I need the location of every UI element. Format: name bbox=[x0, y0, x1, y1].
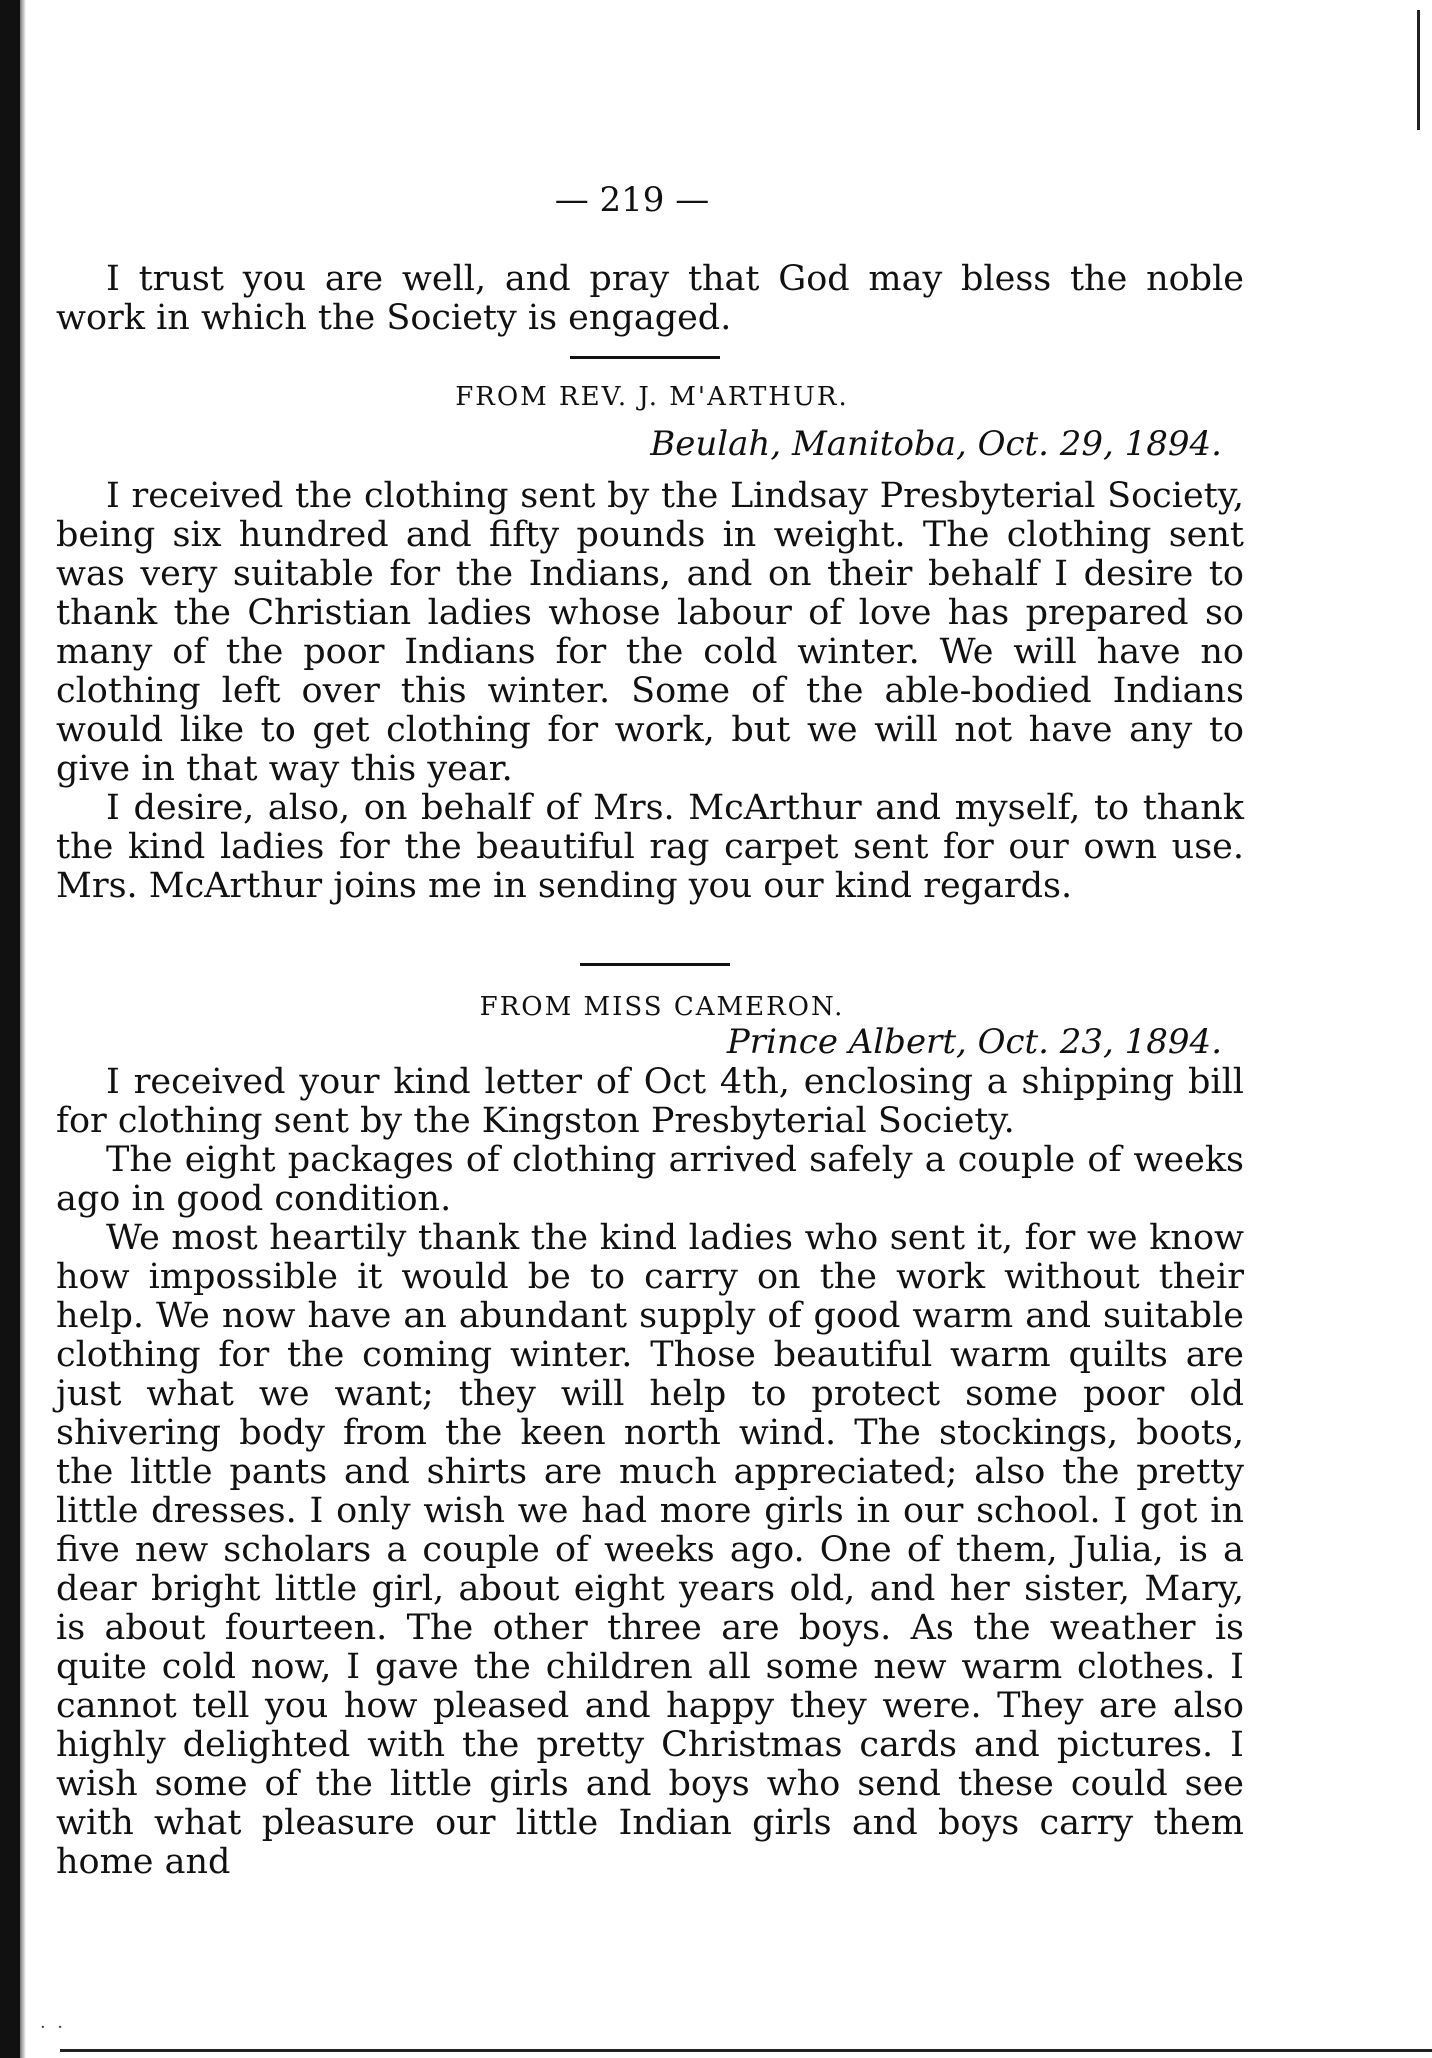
letter-heading-cameron: FROM MISS CAMERON. bbox=[479, 992, 845, 1022]
paragraph: I received your kind letter of Oct 4th, enclosing a shipping bill for clothing sent by the Kingston Presbyterial Society. bbox=[56, 1062, 1244, 1141]
paragraph: I trust you are well, and pray that God may bless the noble work in which the Society is engaged. bbox=[56, 259, 1244, 338]
speck: · bbox=[57, 2017, 63, 2038]
scan-left-shadow bbox=[20, 0, 26, 2058]
opening-text bbox=[56, 260, 1244, 338]
section-divider bbox=[570, 356, 720, 359]
letter-body-mcarthur bbox=[56, 477, 1244, 906]
dateline-prince-albert: Prince Albert, Oct. 23, 1894. bbox=[726, 1022, 1222, 1062]
letter-body-cameron bbox=[56, 1063, 1244, 1882]
dateline-beulah: Beulah, Manitoba, Oct. 29, 1894. bbox=[650, 424, 1222, 464]
letter-heading-mcarthur: FROM REV. J. M'ARTHUR. bbox=[455, 382, 849, 412]
document-page bbox=[52, 0, 1252, 2058]
speck: · bbox=[40, 2017, 46, 2038]
paragraph: I desire, also, on behalf of Mrs. McArthur and myself, to thank the kind ladies for the beautiful rag carpet sent for our own use. Mrs. McArthur joins me in sending you our kind regards. bbox=[56, 788, 1244, 906]
paragraph: The eight packages of clothing arrived safely a couple of weeks ago in good condition. bbox=[56, 1140, 1244, 1219]
scan-noise bbox=[40, 2017, 63, 2038]
page-number: — 219 — bbox=[554, 180, 710, 220]
paragraph: I received the clothing sent by the Lindsay Presbyterial Society, being six hundred and fifty pounds in weight. The clothing sent was very suitable for the Indians, and on their behalf I desire to thank the Christian ladies whose labour of love has prepared so many of the poor Indians for the cold winter. We will have no clothing left over this winter. Some of the able-bodied Indians would like to get clothing for work, but we will not have any to give in that way this year. bbox=[56, 476, 1244, 789]
scan-right-mark bbox=[1417, 10, 1420, 130]
section-divider bbox=[580, 963, 730, 966]
scan-left-edge bbox=[0, 0, 20, 2058]
paragraph: We most heartily thank the kind ladies who sent it, for we know how impossible it would be to carry on the work without their help. We now have an abundant supply of good warm and suitable clothing for the coming winter. Those beautiful warm quilts are just what we want; they will help to protect some poor old shivering body from the keen north wind. The stockings, boots, the little pants and shirts are much appreciated; also the pretty little dresses. I only wish we had more girls in our school. I got in five new scholars a couple of weeks ago. One of them, Julia, is a dear bright little girl, about eight years old, and her sister, Mary, is about fourteen. The other three are boys. As the weather is quite cold now, I gave the children all some new warm clothes. I cannot tell you how pleased and happy they were. They are also highly delighted with the pretty Christmas cards and pictures. I wish some of the little girls and boys who send these could see with what pleasure our little Indian girls and boys carry them home and bbox=[56, 1218, 1244, 1882]
